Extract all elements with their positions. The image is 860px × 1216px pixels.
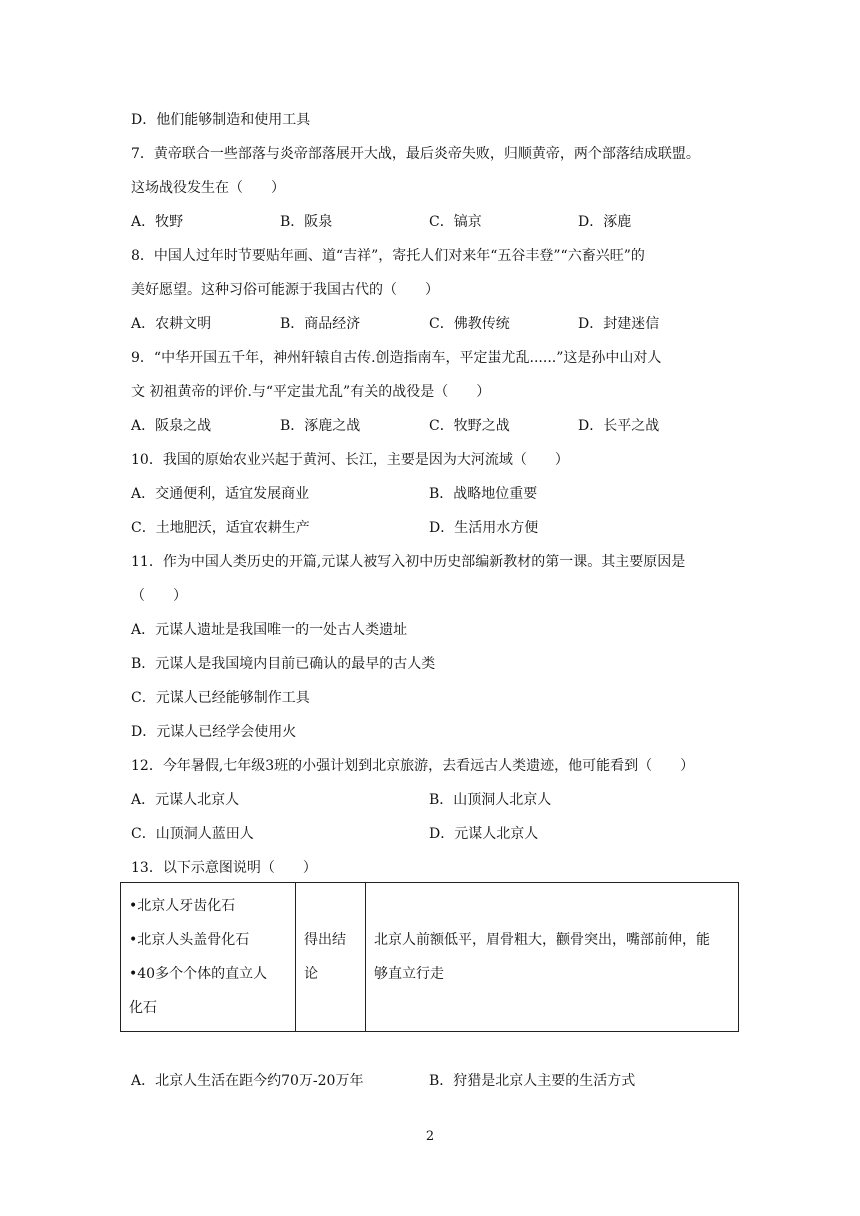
evidence-item: •北京人牙齿化石 <box>129 898 236 914</box>
evidence-item-continued: 化石 <box>129 1000 157 1016</box>
q11-option-b: B．元谋人是我国境内目前已确认的最早的古人类 <box>131 656 436 672</box>
conclusion-label-cell <box>296 883 366 1032</box>
q9-stem-line1: 9．“中华开国五千年，神州轩辕自古传.创造指南车，平定蚩尤乱......”这是孙中山对人 <box>131 350 662 366</box>
q12-option-d: D．元谋人北京人 <box>429 826 539 842</box>
q13-option-b: B．狩猎是北京人主要的生活方式 <box>429 1073 636 1089</box>
q9-option-d: D．长平之战 <box>578 418 660 434</box>
q8-stem-line2: 美好愿望。这种习俗可能源于我国古代的（ ） <box>131 282 439 298</box>
q8-stem-line1: 8．中国人过年时节要贴年画、道“吉祥”，寄托人们对来年“五谷丰登”“六畜兴旺”的 <box>131 248 645 264</box>
conclusion-line1: 北京人前额低平，眉骨粗大，颧骨突出，嘴部前伸，能 <box>374 932 710 948</box>
q9-option-a: A．阪泉之战 <box>131 418 212 434</box>
q8-option-d: D．封建迷信 <box>578 316 660 332</box>
q9-option-c: C．牧野之战 <box>429 418 510 434</box>
q7-stem-line1: 7．黄帝联合一些部落与炎帝部落展开大战，最后炎帝失败，归顺黄帝，两个部落结成联盟。 <box>131 146 700 162</box>
conclusion-cell <box>366 883 739 1032</box>
q9-stem-line2: 文 初祖黄帝的评价.与“平定蚩尤乱”有关的战役是（ ） <box>131 384 491 400</box>
q10-option-a: A．交通便利，适宜发展商业 <box>131 486 310 502</box>
q8-option-a: A．农耕文明 <box>131 316 212 332</box>
q7-stem-line2: 这场战役发生在（ ） <box>131 180 285 196</box>
evidence-conclusion-table <box>120 882 739 1032</box>
conclusion-line2: 够直立行走 <box>374 966 444 982</box>
q7-option-d: D．涿鹿 <box>578 214 632 230</box>
q10-option-b: B．战略地位重要 <box>429 486 538 502</box>
q7-option-b: B．阪泉 <box>280 214 333 230</box>
q11-stem-line1: 11．作为中国人类历史的开篇,元谋人被写入初中历史部编新教材的第一课。其主要原因是 <box>131 554 686 570</box>
evidence-cell <box>121 883 296 1032</box>
q9-option-b: B．涿鹿之战 <box>280 418 361 434</box>
q12-stem: 12．今年暑假,七年级3班的小强计划到北京旅游，去看远古人类遗迹，他可能看到（ ） <box>131 758 695 774</box>
page-number: 2 <box>425 1129 435 1144</box>
conclusion-label-line2: 论 <box>304 966 318 982</box>
evidence-item: •北京人头盖骨化石 <box>129 932 250 948</box>
q13-option-a: A．北京人生活在距今约70万-20万年 <box>131 1073 364 1089</box>
q10-stem: 10．我国的原始农业兴起于黄河、长江，主要是因为大河流域（ ） <box>131 452 569 468</box>
q10-option-d: D．生活用水方便 <box>429 520 539 536</box>
q11-option-c: C．元谋人已经能够制作工具 <box>131 690 310 706</box>
evidence-item: •40多个个体的直立人 <box>129 966 268 982</box>
conclusion-label-line1: 得出结 <box>304 932 346 948</box>
q10-option-c: C．土地肥沃，适宜农耕生产 <box>131 520 310 536</box>
q6-option-d: D．他们能够制造和使用工具 <box>131 112 311 128</box>
q12-option-a: A．元谋人北京人 <box>131 792 240 808</box>
q11-option-a: A．元谋人遗址是我国唯一的一处古人类遗址 <box>131 622 408 638</box>
q7-option-c: C．镐京 <box>429 214 482 230</box>
q11-option-d: D．元谋人已经学会使用火 <box>131 724 297 740</box>
q8-option-b: B．商品经济 <box>280 316 361 332</box>
q11-stem-line2: （ ） <box>131 588 187 604</box>
q12-option-b: B．山顶洞人北京人 <box>429 792 552 808</box>
q7-option-a: A．牧野 <box>131 214 184 230</box>
q13-stem: 13．以下示意图说明（ ） <box>131 860 317 876</box>
q8-option-c: C．佛教传统 <box>429 316 510 332</box>
q12-option-c: C．山顶洞人蓝田人 <box>131 826 254 842</box>
